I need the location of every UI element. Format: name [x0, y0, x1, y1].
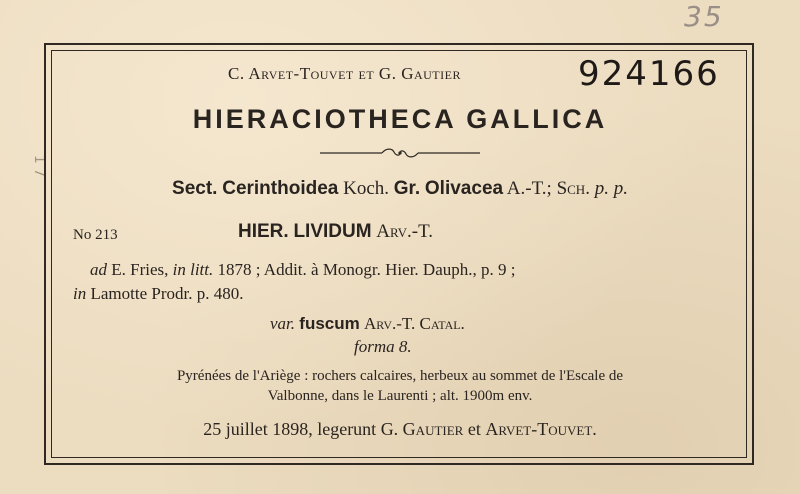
collection-date-line	[0, 419, 800, 440]
pp-abbrev: p. p.	[594, 178, 628, 199]
ref-rest: 1878 ; Addit. à Monogr. Hier. Dauph., p. 9 ;	[213, 260, 516, 279]
reference-line-2	[73, 284, 243, 304]
forma-line: forma 8.	[354, 337, 412, 356]
collection-title: HIERACIOTHECA GALLICA	[192, 104, 608, 134]
margin-mark: 1 7	[31, 154, 48, 178]
collector-conj: et	[463, 419, 486, 439]
label-number: No 213	[73, 227, 118, 243]
sch-author: Sch.	[556, 178, 590, 199]
collector-1: G. Gautier	[380, 419, 464, 439]
authors-line: C. Arvet-Touvet et G. Gautier	[228, 64, 461, 83]
genus: HIER.	[238, 221, 289, 242]
section-name: Cerinthoidea	[222, 178, 339, 199]
species-author: Arv.-T.	[376, 221, 434, 242]
section-label: Sect.	[172, 178, 218, 199]
ref-in: in	[73, 284, 87, 303]
locality-line-2: Valbonne, dans le Laurenti ; alt. 1900m env.	[267, 388, 533, 404]
group-author: A.-T.;	[506, 178, 552, 199]
ornament-divider	[320, 146, 480, 160]
variety-line	[270, 314, 465, 334]
ref-ad: ad	[90, 260, 107, 279]
ref-fries: E. Fries,	[107, 260, 173, 279]
group-name: Olivacea	[424, 178, 504, 199]
collection-date: 25 juillet 1898, legerunt	[203, 419, 381, 439]
variety-name: fuscum	[299, 314, 360, 333]
var-label: var.	[270, 314, 296, 333]
section-line	[0, 178, 800, 200]
collector-2: Arvet-Touvet.	[485, 419, 597, 439]
ref-lamotte: Lamotte Prodr. p. 480.	[86, 284, 244, 303]
ref-in-litt: in litt.	[172, 260, 214, 279]
species-name	[238, 221, 433, 243]
reference-line-1	[90, 260, 515, 280]
section-author: Koch.	[343, 178, 389, 199]
locality-line-1: Pyrénées de l'Ariège : rochers calcaires, herbeux au sommet de l'Escale de	[176, 368, 624, 384]
specimen-number: 924166	[578, 54, 720, 94]
variety-author: Arv.-T. Catal.	[364, 314, 465, 333]
group-label: Gr.	[393, 178, 421, 199]
handwritten-number: 35	[684, 0, 724, 33]
epithet: LIVIDUM	[293, 221, 372, 242]
